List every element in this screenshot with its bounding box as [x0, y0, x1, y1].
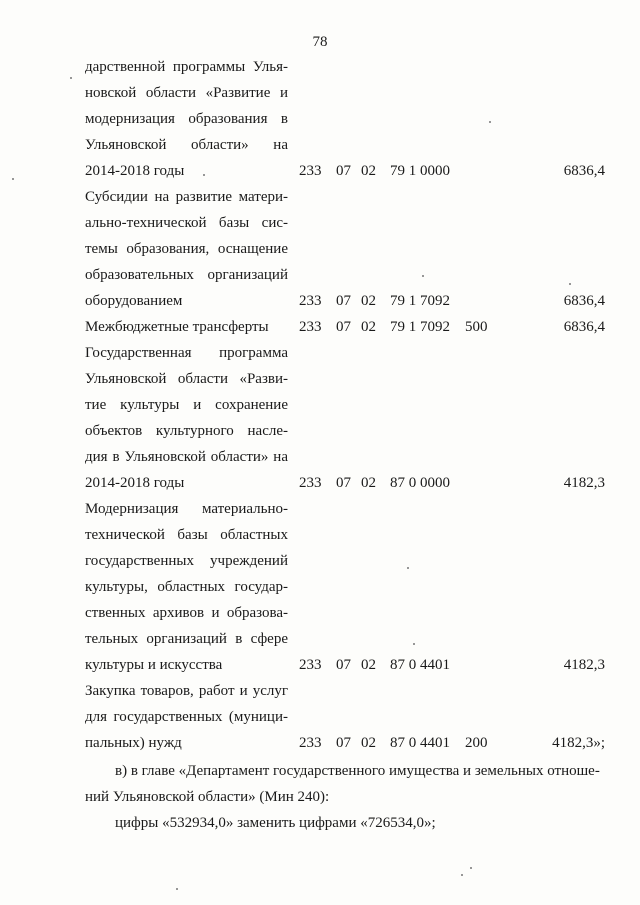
ved-code: 233 — [299, 163, 322, 179]
row-description-line: дарственной программы Улья- — [85, 59, 288, 75]
ved-code: 233 — [299, 657, 322, 673]
row-description-line: Ульяновской области «Разви- — [85, 371, 288, 387]
podrazdel-code: 02 — [361, 163, 376, 179]
row-description-line: культуры, областных государ- — [85, 579, 288, 595]
amount: 6836,4 — [563, 163, 605, 179]
row-description-line: для государственных (муници- — [85, 709, 288, 725]
row-description-line: государственных учреждений — [85, 553, 288, 569]
tselevaya-statya-code: 79 1 7092 — [390, 293, 450, 309]
row-description-line: тельных организаций в сфере — [85, 631, 288, 647]
row-description-line: Модернизация материально- — [85, 501, 288, 517]
row-description-line: 2014-2018 годы — [85, 475, 185, 491]
ved-code: 233 — [299, 475, 322, 491]
vid-raskhodov-code: 500 — [465, 319, 488, 335]
tselevaya-statya-code: 87 0 4401 — [390, 657, 450, 673]
podrazdel-code: 02 — [361, 319, 376, 335]
row-description-line: 2014-2018 годы — [85, 163, 185, 179]
row-description-line: дия в Ульяновской области» на — [85, 449, 288, 465]
tselevaya-statya-code: 79 1 0000 — [390, 163, 450, 179]
page-number: 78 — [312, 34, 328, 50]
row-description-line: образовательных организаций — [85, 267, 288, 283]
row-description-line: Закупка товаров, работ и услуг — [85, 683, 288, 699]
row-description-line: Межбюджетные трансферты — [85, 319, 269, 335]
razdel-code: 07 — [336, 735, 351, 751]
row-description-line: пальных) нужд — [85, 735, 182, 751]
row-description-line: тие культуры и сохранение — [85, 397, 288, 413]
ved-code: 233 — [299, 735, 322, 751]
paragraph-line: в) в главе «Департамент государственного имущества и земельных отноше- — [115, 763, 600, 779]
paragraph-line: цифры «532934,0» заменить цифрами «726534,0»; — [115, 815, 436, 831]
row-description-line: модернизация образования в — [85, 111, 288, 127]
tselevaya-statya-code: 87 0 4401 — [390, 735, 450, 751]
row-description-line: Ульяновской области» на — [85, 137, 288, 153]
amount: 4182,3 — [563, 657, 605, 673]
tselevaya-statya-code: 79 1 7092 — [390, 319, 450, 335]
row-description-line: темы образования, оснащение — [85, 241, 288, 257]
razdel-code: 07 — [336, 319, 351, 335]
row-description-line: Государственная программа — [85, 345, 288, 361]
podrazdel-code: 02 — [361, 293, 376, 309]
razdel-code: 07 — [336, 163, 351, 179]
podrazdel-code: 02 — [361, 475, 376, 491]
razdel-code: 07 — [336, 657, 351, 673]
vid-raskhodov-code: 200 — [465, 735, 488, 751]
ved-code: 233 — [299, 293, 322, 309]
podrazdel-code: 02 — [361, 657, 376, 673]
row-description-line: оборудованием — [85, 293, 183, 309]
podrazdel-code: 02 — [361, 735, 376, 751]
row-description-line: Субсидии на развитие матери- — [85, 189, 288, 205]
ved-code: 233 — [299, 319, 322, 335]
amount: 6836,4 — [563, 319, 605, 335]
razdel-code: 07 — [336, 293, 351, 309]
amount: 6836,4 — [563, 293, 605, 309]
row-description-line: культуры и искусства — [85, 657, 223, 673]
amount: 4182,3»; — [552, 735, 605, 751]
row-description-line: ственных архивов и образова- — [85, 605, 288, 621]
row-description-line: новской области «Развитие и — [85, 85, 288, 101]
paragraph-line: ний Ульяновской области» (Мин 240): — [85, 789, 330, 805]
tselevaya-statya-code: 87 0 0000 — [390, 475, 450, 491]
row-description-line: технической базы областных — [85, 527, 288, 543]
razdel-code: 07 — [336, 475, 351, 491]
amount: 4182,3 — [563, 475, 605, 491]
row-description-line: ально-технической базы сис- — [85, 215, 288, 231]
row-description-line: объектов культурного насле- — [85, 423, 288, 439]
